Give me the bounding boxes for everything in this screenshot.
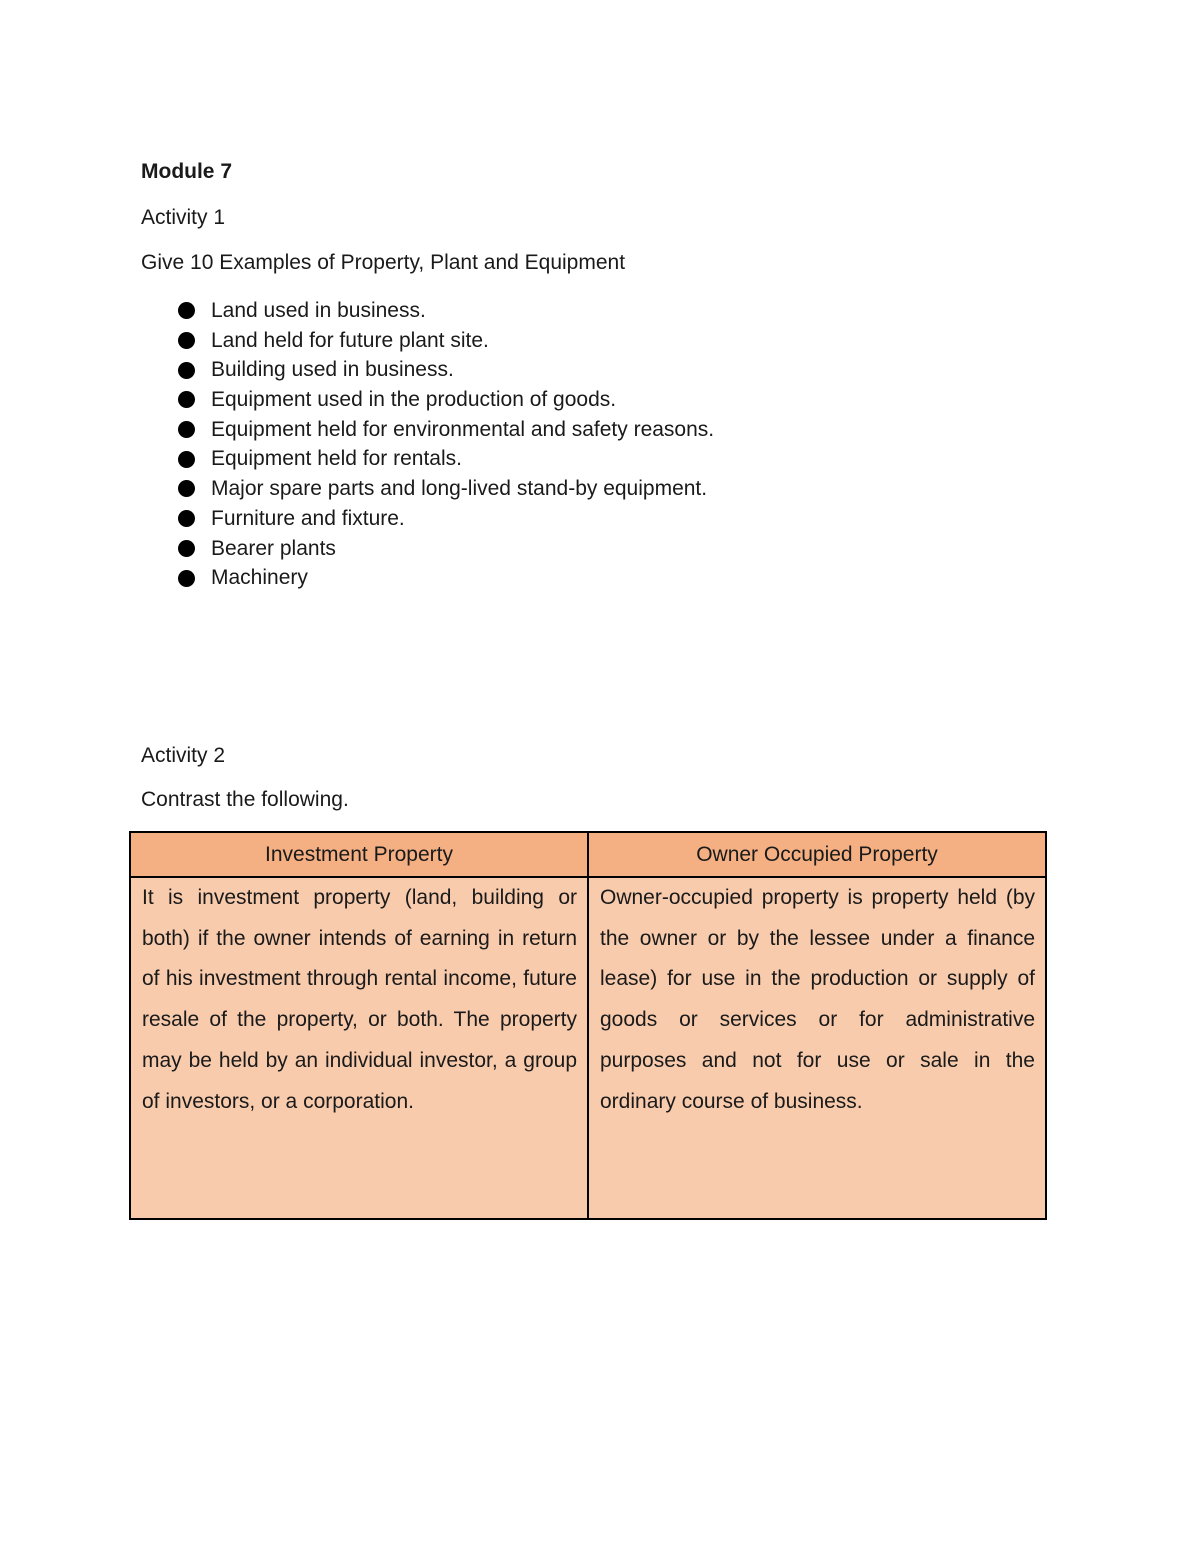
cell-text: Owner-occupied property is property held (by the owner or by the lessee under a finance lease) for use in the production or supply of goods or services or for administrative purposes and not for use or sale in the ordinary course of business. <box>600 886 1035 1113</box>
table-row <box>130 877 1046 1219</box>
activity1-title: Activity 1 <box>141 206 226 229</box>
list-item: Land used in business. <box>178 296 714 326</box>
list-item: Building used in business. <box>178 355 714 385</box>
cell-owner-occupied-property <box>588 877 1046 1219</box>
bullet-icon <box>178 451 195 468</box>
bullet-icon <box>178 510 195 527</box>
activity1-prompt: Give 10 Examples of Property, Plant and Equipment <box>141 251 626 274</box>
list-item: Land held for future plant site. <box>178 326 714 356</box>
cell-investment-property <box>130 877 588 1219</box>
bullet-icon <box>178 362 195 379</box>
header-investment-property: Investment Property <box>130 832 588 877</box>
contrast-table <box>129 831 1047 1220</box>
bullet-icon <box>178 302 195 319</box>
activity2-title: Activity 2 <box>141 744 226 767</box>
list-item: Equipment held for rentals. <box>178 444 714 474</box>
ppe-examples-list <box>178 296 714 593</box>
list-item: Equipment used in the production of goods. <box>178 385 714 415</box>
bullet-icon <box>178 391 195 408</box>
activity2-prompt: Contrast the following. <box>141 788 349 811</box>
header-owner-occupied-property: Owner Occupied Property <box>588 832 1046 877</box>
bullet-icon <box>178 480 195 497</box>
list-item: Furniture and fixture. <box>178 504 714 534</box>
list-item: Bearer plants <box>178 534 714 564</box>
module-title: Module 7 <box>141 160 233 183</box>
bullet-icon <box>178 332 195 349</box>
bullet-icon <box>178 570 195 587</box>
bullet-icon <box>178 540 195 557</box>
list-item: Major spare parts and long-lived stand-by equipment. <box>178 474 714 504</box>
cell-text: It is investment property (land, building or both) if the owner intends of earning in return of his investment through rental income, future resale of the property, or both. The property may be held by an individual investor, a group of investors, or a corporation. <box>142 886 577 1113</box>
list-item: Equipment held for environmental and safety reasons. <box>178 415 714 445</box>
list-item: Machinery <box>178 563 714 593</box>
table-header-row <box>130 832 1046 877</box>
bullet-icon <box>178 421 195 438</box>
